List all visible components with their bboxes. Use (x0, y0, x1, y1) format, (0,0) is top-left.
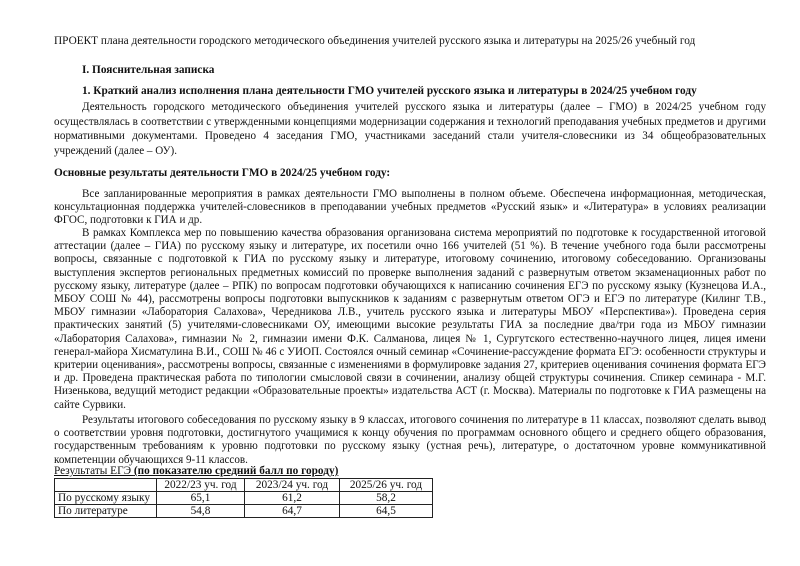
cell-value: 65,1 (157, 492, 245, 505)
subsection-heading: 1. Краткий анализ исполнения плана деятельности ГМО учителей русского языка и литературы в 2024/25 учебном году (82, 85, 697, 97)
document-title: ПРОЕКТ плана деятельности городского методического объединения учителей русского языка и литературы на 2025/26 учебный год (54, 35, 696, 47)
table-header-2025-26: 2025/26 уч. год (340, 479, 433, 492)
row-label-russian: По русскому языку (55, 492, 157, 505)
table-row (55, 505, 433, 518)
intro-paragraph: Деятельность городского методического объединения учителей русского языка и литературы (далее – ГМО) в 2024/25 учебном году осуществлялась в соответствии с утвержденными концепциями модернизации содержания и технологий преподавания учебных предметов и другими нормативными документами. Проведено 4 заседания ГМО, участниками заседаний стали учителя-словесники из 34 общеобразовательных учреждений (далее – ОУ). (54, 101, 766, 157)
table-header-empty (55, 479, 157, 492)
cell-value: 64,5 (340, 505, 433, 518)
table-header-2023-24: 2023/24 уч. год (245, 479, 340, 492)
cell-value: 61,2 (245, 492, 340, 505)
table-caption-bold: (по показателю средний балл по городу) (133, 465, 339, 477)
table-caption (54, 465, 338, 477)
table-row (55, 492, 433, 505)
paragraph-interview-results: Результаты итогового собеседования по русскому языку в 9 классах, итогового сочинения по литературе в 11 классах, позволяют сделать вывод о соответствии уровня подготовки, достигнутого учащимися к концу обучения по программам основного общего и среднего общего образования, государственным требованиям к уровню подготовки по русскому языку (устная речь), литературе, о достаточном уровне коммуникативной компетенции обучающихся 9-11 классов. (54, 414, 766, 466)
paragraph-gia-preparation: В рамках Комплекса мер по повышению качества образования организована система мероприятий по подготовке к государственной итоговой аттестации (далее – ГИА) по русскому языку и литературе, их посетили очно 166 учителей (51 %). В течение учебного года были рассмотрены вопросы, связанные с подготовкой к ГИА по русскому языку и литературе, итоговому сочинению, итоговому собеседованию. Организованы выступления экспертов региональных предметных комиссий по проверке выполнения заданий с развернутым ответом экзаменационных работ по русскому языку, литературе (далее – РПК) по вопросам подготовки обучающихся к написанию сочинения ЕГЭ по русскому языку (Кузнецова И.А., МБОУ СОШ № 44), рассмотрены вопросы подготовки выпускников к заданиям с развернутым ответом ОГЭ и ЕГЭ по литературе (Килинг Т.В., МБОУ гимназии «Лаборатория Салахова», Чередникова Л.В., учитель русского языка и литературы МБОУ «Перспектива»). Проведена серия практических занятий (5) учителями-словесниками ОУ, имеющими высокие результаты ГИА за последние два/три года из МБОУ гимназии «Лаборатория Салахова», гимназии № 2, гимназии имени Ф.К. Салманова, лицея № 1, Сургутского естественно-научного лицея, лицея имени генерал-майора Хисматулина В.И., СОШ № 46 с УИОП. Состоялся очный семинар «Сочинение-рассуждение формата ЕГЭ: особенности структуры и критерии оценивания», рассмотрены вопросы, связанные с изменениями в формулировке задания 27, критериев оценивания сочинения формата ЕГЭ и др. Проведена практическая работа по типологии смысловой связи в сочинении, анализу общей структуры сочинения. Спикер семинара - М.Г. Низенькова, ведущий методист редакции «Образовательные проекты» издательства АСТ (г. Москва). Материалы по подготовке к ГИА размещены на сайте Сурвики. (54, 227, 766, 411)
table-header-row (55, 479, 433, 492)
cell-value: 54,8 (157, 505, 245, 518)
row-label-literature: По литературе (55, 505, 157, 518)
results-heading: Основные результаты деятельности ГМО в 2024/25 учебном году: (54, 167, 391, 179)
paragraph-activities: Все запланированные мероприятия в рамках деятельности ГМО выполнены в полном объеме. Обеспечена информационная, методическая, консультационная поддержка учителей-словесников в преподавании учебных предметов «Русский язык» и «Литература» в условиях реализации ФГОС, подготовки к ГИА и др. (54, 188, 766, 227)
cell-value: 64,7 (245, 505, 340, 518)
section-heading: I. Пояснительная записка (82, 64, 215, 76)
ege-results-table (54, 478, 433, 518)
table-header-2022-23: 2022/23 уч. год (157, 479, 245, 492)
cell-value: 58,2 (340, 492, 433, 505)
table-caption-plain: Результаты ЕГЭ (54, 465, 134, 477)
